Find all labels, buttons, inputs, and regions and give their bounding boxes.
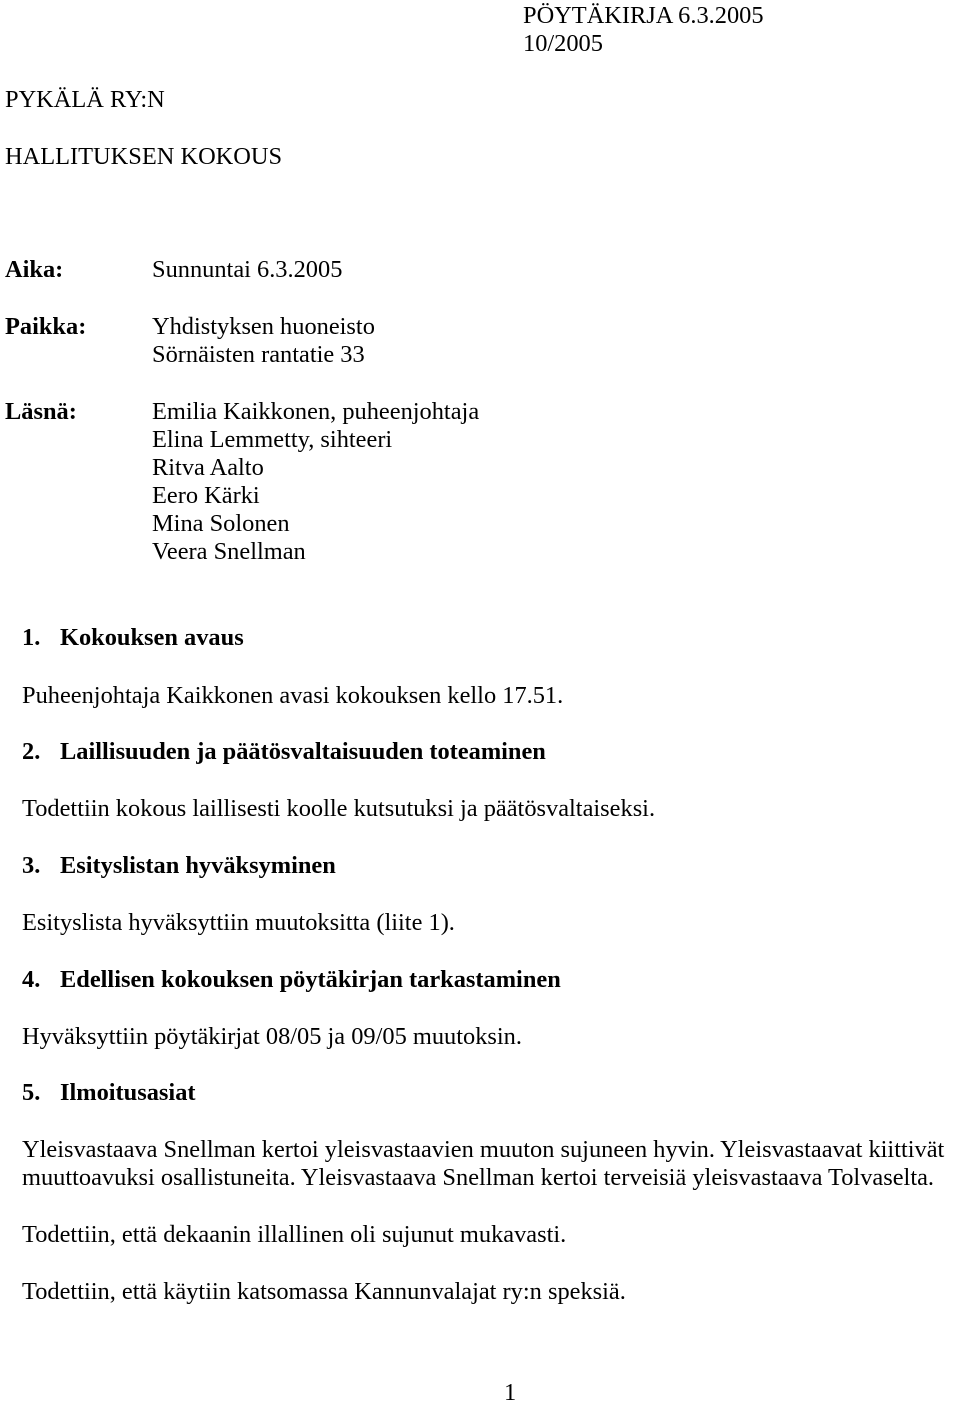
attendee: Eero Kärki	[152, 482, 260, 509]
place-line: Sörnäisten rantatie 33	[152, 341, 365, 368]
section-number: 3.	[22, 852, 41, 879]
section-paragraph-line: muuttoavuksi osallistuneita. Yleisvastaava Snellman kertoi terveisiä yleisvastaava Tolvaselta.	[22, 1164, 935, 1191]
section-title: Ilmoitusasiat	[60, 1079, 196, 1106]
doc-title: PÖYTÄKIRJA 6.3.2005	[523, 2, 764, 29]
organization-name: PYKÄLÄ RY:N	[5, 86, 165, 113]
section-paragraph-line: Esityslista hyväksyttiin muutoksitta (liite 1).	[22, 909, 455, 936]
attendee: Emilia Kaikkonen, puheenjohtaja	[152, 398, 480, 425]
time-label: Aika:	[5, 256, 64, 283]
section-title: Kokouksen avaus	[60, 624, 244, 651]
place-label: Paikka:	[5, 313, 87, 340]
section-number: 4.	[22, 966, 41, 993]
section-paragraph-line: Yleisvastaava Snellman kertoi yleisvastaavien muuton sujuneen hyvin. Yleisvastaavat kiittivät	[22, 1136, 945, 1163]
section-paragraph-line: Hyväksyttiin pöytäkirjat 08/05 ja 09/05 muutoksin.	[22, 1023, 522, 1050]
attendee: Veera Snellman	[152, 538, 306, 565]
section-number: 5.	[22, 1079, 41, 1106]
attendee: Elina Lemmetty, sihteeri	[152, 426, 393, 453]
page-number: 1	[504, 1379, 517, 1406]
section-number: 1.	[22, 624, 41, 651]
present-label: Läsnä:	[5, 398, 77, 425]
section-paragraph-line: Puheenjohtaja Kaikkonen avasi kokouksen kello 17.51.	[22, 682, 564, 709]
section-title: Edellisen kokouksen pöytäkirjan tarkastaminen	[60, 966, 561, 993]
section-title: Esityslistan hyväksyminen	[60, 852, 336, 879]
section-number: 2.	[22, 738, 41, 765]
section-title: Laillisuuden ja päätösvaltaisuuden toteaminen	[60, 738, 546, 765]
section-paragraph-line: Todettiin, että käytiin katsomassa Kannunvalajat ry:n speksiä.	[22, 1278, 626, 1305]
time-value: Sunnuntai 6.3.2005	[152, 256, 343, 283]
attendee: Mina Solonen	[152, 510, 290, 537]
place-line: Yhdistyksen huoneisto	[152, 313, 375, 340]
doc-number: 10/2005	[523, 30, 603, 57]
meeting-title: HALLITUKSEN KOKOUS	[5, 143, 283, 170]
section-paragraph-line: Todettiin kokous laillisesti koolle kutsutuksi ja päätösvaltaiseksi.	[22, 795, 656, 822]
section-paragraph-line: Todettiin, että dekaanin illallinen oli sujunut mukavasti.	[22, 1221, 567, 1248]
attendee: Ritva Aalto	[152, 454, 264, 481]
